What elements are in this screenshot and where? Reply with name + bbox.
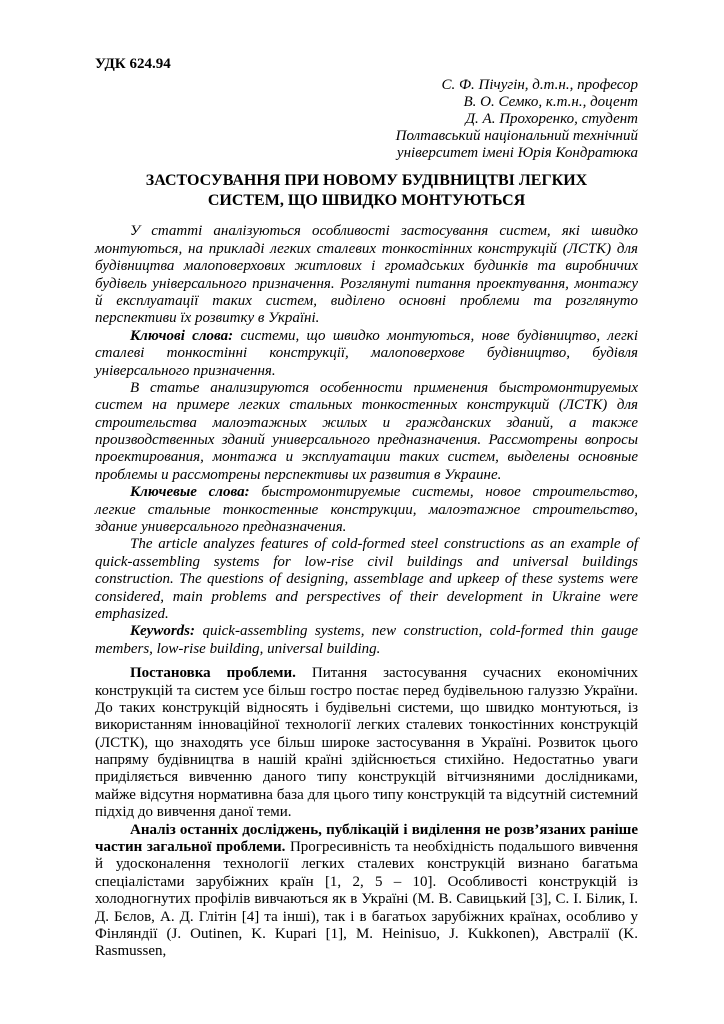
keywords-russian-text: быстромонтируемые системы, новое строительство, легкие стальные тонкостенные конструкции, малоэтажное строительство, здание универсального предназначения. <box>95 484 638 536</box>
paragraph-lead-problem-statement: Постановка проблеми. <box>130 665 296 682</box>
body-paragraph-literature-review <box>95 822 638 961</box>
keywords-russian-label: Ключевые слова: <box>130 484 250 501</box>
keywords-ukrainian-label: Ключові слова: <box>130 327 234 344</box>
article-title: ЗАСТОСУВАННЯ ПРИ НОВОМУ БУДІВНИЦТВІ ЛЕГКИХ СИСТЕМ, ЩО ШВИДКО МОНТУЮТЬСЯ <box>145 172 588 210</box>
paragraph-text-literature-review: Прогресивність та необхідність подальшого вивчення й удосконалення технології легких сталевих конструкцій визнано багатьма спеціалістами зарубіжних країн [1, 2, 5 – 10]. Особливості конструкцій із холодногнутих профілів вивчаються як в Україні (М. В. Савицький [3], С. І. Білик, І. Д. Бєлов, А. Д. Глітін [4] та інші), так і в багатьох зарубіжних країнах, особливо у Фінляндії (J. Outinen, K. Kupari [1], M. Heinisuo, J. Kukkonen), Австралії (K. Rasmussen, <box>95 839 638 960</box>
author-line: Д. А. Прохоренко, студент <box>465 110 638 127</box>
keywords-ukrainian-text: системи, що швидко монтуються, нове будівництво, легкі сталеві тонкостінні конструкції, малоповерхове будівництво, будівля універсального призначення. <box>95 327 638 379</box>
keywords-ukrainian <box>95 328 638 380</box>
body-paragraph-problem-statement <box>95 665 638 822</box>
keywords-english-text: quick-assembling systems, new construction, cold-formed thin gauge members, low-rise building, universal building. <box>95 623 638 657</box>
paragraph-lead-literature-review: Аналіз останніх досліджень, публікацій і виділення не розв’язаних раніше частин загальної проблеми. <box>95 821 638 856</box>
affiliation-line: Полтавський національний технічний <box>395 127 638 144</box>
author-line: В. О. Семко, к.т.н., доцент <box>463 94 638 111</box>
abstract-english: The article analyzes features of cold-formed steel constructions as an example of quick-assembling systems for low-rise civil buildings and universal buildings construction. The questions of designing, assemblage and upkeep of these systems were considered, main problems and perspectives of their development in Ukraine were emphasized. <box>95 536 638 622</box>
keywords-english <box>95 623 638 658</box>
author-block <box>95 77 638 161</box>
abstract-russian: В статье анализируются особенности применения быстромонтируемых систем на примере легких стальных тонкостенных конструкций (ЛСТК) для строительства малоэтажных жилых и гражданских зданий, а также производственных зданий универсального предназначения. Рассмотрены вопросы проектирования, монтажа и эксплуатации таких систем, выделены основные проблемы и рассмотрены перспективы их развития в Украине. <box>95 379 638 483</box>
keywords-russian <box>95 484 638 536</box>
keywords-english-label: Keywords: <box>130 623 195 640</box>
abstract-ukrainian: У статті аналізуються особливості застосування систем, які швидко монтуються, на прикладі легких сталевих тонкостінних конструкцій (ЛСТК) для будівництва малоповерхових житлових і громадських будинків та виробничих будівель універсального призначення. Розглянуті питання проектування, монтажу й експлуатації таких систем, виділено основні проблеми та розглянуто перспективи їх розвитку в Україні. <box>95 223 638 327</box>
paragraph-text-problem-statement: Питання застосування сучасних економічних конструкцій та систем усе більш гостро постає перед будівельною галуззю України. До таких конструкцій відносять і будівельні системи, що швидко монтуються, із використанням інноваційної технології легких сталевих тонкостінних конструкцій (ЛСТК), що знаходять усе більш широке застосування в Україні. Розвиток цього напряму будівництва в нашій країні здійснюється стихійно. Недостатньо уваги приділяється вивченню даного типу конструкцій вітчизняними дослідниками, майже відсутня нормативна база для цього типу конструкцій та відсутній системний підхід до вивчення даної теми. <box>95 665 638 821</box>
affiliation-line: університет імені Юрія Кондратюка <box>396 144 638 161</box>
author-line: С. Ф. Пічугін, д.т.н., професор <box>441 77 638 94</box>
udc-code: УДК 624.94 <box>95 56 171 72</box>
